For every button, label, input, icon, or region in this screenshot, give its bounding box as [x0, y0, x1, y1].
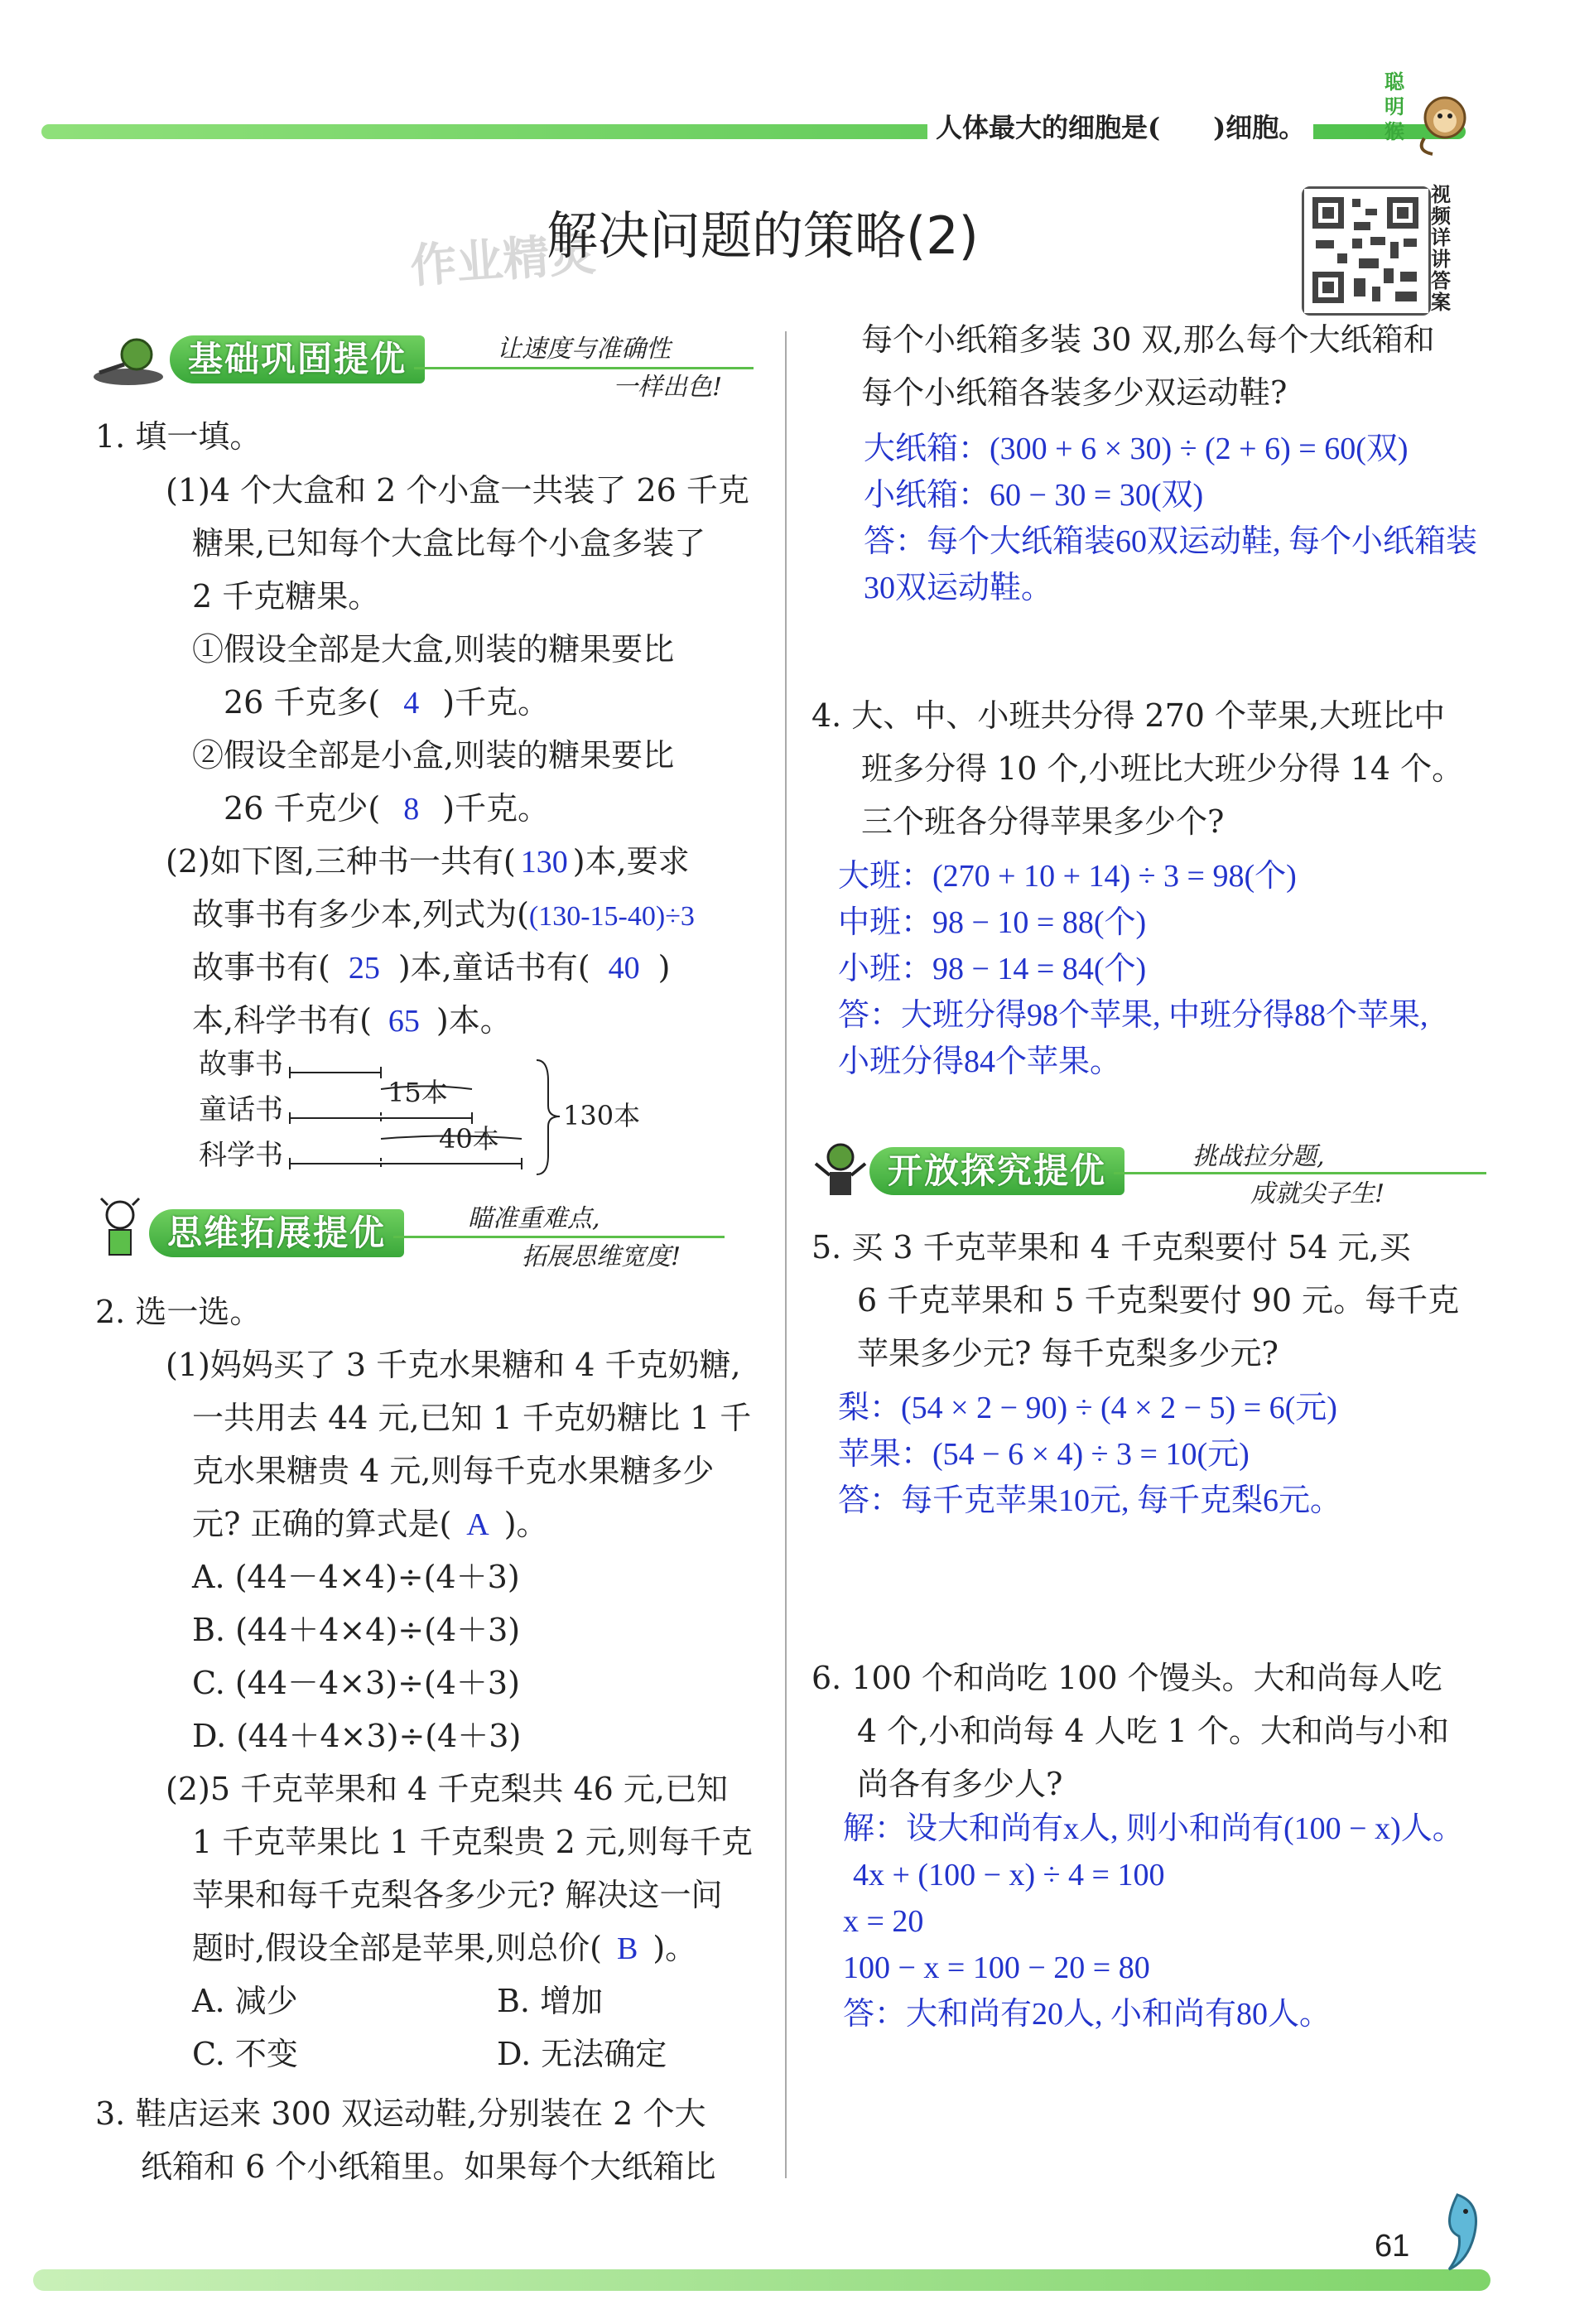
- q3-line2: 纸箱和 6 个小纸箱里。如果每个大纸箱比: [141, 2148, 716, 2185]
- q1-p2-line3: [192, 941, 670, 995]
- section-thinking-line: [393, 1236, 725, 1238]
- q1-p2-total: 130: [520, 845, 568, 880]
- q1-p2-line2: [192, 888, 695, 943]
- q1-p2-post: )本,要求: [572, 843, 690, 880]
- section-basic-title: 基础巩固提优: [170, 335, 425, 383]
- q6-answer2: 4x + (100 − x) ÷ 4 = 100: [853, 1858, 1165, 1892]
- q2-p2-l4-pre: 题时,假设全部是苹果,则总价(: [192, 1930, 602, 1966]
- section-mascot-icon: [91, 331, 166, 389]
- section-thinker-icon: [91, 1197, 149, 1263]
- q4-answer3: 小班：98 − 14 = 84(个): [838, 952, 1147, 986]
- q1-p2-story: 25: [348, 951, 380, 986]
- q5-line2: 6 千克苹果和 5 千克梨要付 90 元。每千克: [857, 1282, 1460, 1319]
- q6-line2: 4 个,小和尚每 4 人吃 1 个。大和尚与小和: [857, 1713, 1450, 1749]
- q2-p1-line2: 一共用去 44 元,已知 1 千克奶糖比 1 千: [192, 1400, 752, 1436]
- q1-b-post: )千克。: [442, 790, 550, 827]
- dolphin-icon: [1424, 2187, 1490, 2278]
- q1-p2-line4: [192, 994, 512, 1048]
- q1-p2-sci: 65: [388, 1004, 420, 1039]
- section-open-title: 开放探究提优: [869, 1147, 1124, 1195]
- q1-a-line1: ①假设全部是大盒,则装的糖果要比: [192, 631, 675, 668]
- q3-line4: 每个小纸箱各装多少双运动鞋?: [861, 374, 1288, 411]
- section-thinking-title: 思维拓展提优: [149, 1209, 404, 1257]
- q1-p2-l3-post: ): [657, 949, 671, 986]
- q1-p1-line2: 糖果,已知每个大盒比每个小盒多装了: [192, 525, 706, 562]
- q2-p2-line3: 苹果和每千克梨各多少元? 解决这一问: [192, 1877, 723, 1913]
- q2-p2-answer: B: [617, 1931, 638, 1966]
- column-divider: [785, 331, 787, 2178]
- q1-a-line2: [224, 676, 549, 730]
- page-number: 61: [1375, 2229, 1410, 2264]
- q3-answer2: 小纸箱：60 − 30 = 30(双): [864, 478, 1204, 513]
- q2-p1-answer: A: [466, 1507, 489, 1542]
- q2-p1-line4: [192, 1497, 548, 1551]
- q6-answer5: 答：大和尚有20人, 小和尚有80人。: [843, 1997, 1332, 2032]
- q3-answer3: 答：每个大纸箱装60双运动鞋, 每个小纸箱装: [864, 524, 1478, 559]
- mascot-monkey-icon: [1399, 68, 1474, 159]
- q3-answer4: 30双运动鞋。: [864, 571, 1053, 605]
- diagram-total: 130本: [563, 1100, 641, 1131]
- diagram-label-story: 故事书: [199, 1048, 283, 1081]
- q2-opt1-d[interactable]: D. (44＋4×3)÷(4＋3): [192, 1718, 522, 1754]
- q6-answer1: 解：设大和尚有x人, 则小和尚有(100 − x)人。: [843, 1811, 1464, 1846]
- diagram-seg-15: 15本: [388, 1077, 448, 1108]
- q3-line3: 每个小纸箱多装 30 双,那么每个大纸箱和: [861, 321, 1435, 358]
- q3-line1: 3. 鞋店运来 300 双运动鞋,分别装在 2 个大: [95, 2095, 706, 2132]
- q1-b-line2: [224, 782, 549, 836]
- section-open-slogan2: 成就尖子生!: [1250, 1179, 1385, 1208]
- q5-answer3: 答：每千克苹果10元, 每千克梨6元。: [838, 1483, 1342, 1518]
- q1-p2-l3-mid: )本,童话书有(: [397, 949, 590, 986]
- q2-opt1-c[interactable]: C. (44－4×3)÷(4＋3): [192, 1665, 520, 1701]
- q1-b-pre: 26 千克少(: [224, 790, 381, 827]
- book-diagram: [190, 1044, 687, 1184]
- q5-line3: 苹果多少元? 每千克梨多少元?: [857, 1335, 1279, 1372]
- q4-answer2: 中班：98 − 10 = 88(个): [838, 905, 1147, 940]
- diagram-label-fairy: 童话书: [199, 1093, 283, 1126]
- q1-b-answer: 8: [403, 792, 420, 827]
- section-explorer-icon: [811, 1139, 869, 1205]
- q2-p1-l4-post: )。: [503, 1506, 548, 1542]
- header-riddle: 人体最大的细胞是( )细胞。: [927, 109, 1313, 146]
- section-basic-line: [414, 367, 754, 369]
- q2-opt2-a[interactable]: A. 减少: [192, 1983, 298, 2019]
- q4-line3: 三个班各分得苹果多少个?: [861, 803, 1225, 840]
- q1-head: 1. 填一填。: [95, 418, 262, 455]
- q1-a-post: )千克。: [442, 684, 550, 721]
- q1-b-line1: ②假设全部是小盒,则装的糖果要比: [192, 737, 675, 774]
- q4-answer4: 答：大班分得98个苹果, 中班分得88个苹果,: [838, 998, 1428, 1033]
- q2-p2-line2: 1 千克苹果比 1 千克梨贵 2 元,则每千克: [192, 1824, 754, 1860]
- q2-p1-l4-pre: 元? 正确的算式是(: [192, 1506, 452, 1542]
- q1-p2-l4-pre: 本,科学书有(: [192, 1002, 372, 1039]
- q4-answer5: 小班分得84个苹果。: [838, 1044, 1122, 1079]
- q2-p2-l4-post: )。: [653, 1930, 697, 1966]
- q1-p1-line1: (1)4 个大盒和 2 个小盒一共装了 26 千克: [166, 472, 749, 509]
- q2-opt1-a[interactable]: A. (44－4×4)÷(4＋3): [192, 1559, 520, 1595]
- section-basic-slogan1: 让速度与准确性: [497, 335, 671, 364]
- q2-opt2-d[interactable]: D. 无法确定: [497, 2036, 667, 2072]
- q2-p2-line1: (2)5 千克苹果和 4 千克梨共 46 元,已知: [166, 1771, 729, 1807]
- q4-line2: 班多分得 10 个,小班比大班少分得 14 个。: [861, 750, 1464, 787]
- diagram-label-science: 科学书: [199, 1139, 283, 1172]
- section-thinking-slogan1: 瞄准重难点,: [468, 1204, 600, 1233]
- mascot-label: 聪明猴: [1385, 70, 1404, 143]
- section-thinking-slogan2: 拓展思维宽度!: [522, 1242, 681, 1271]
- q1-p2-line1: [166, 835, 690, 889]
- q6-line3: 尚各有多少人?: [857, 1766, 1063, 1802]
- q6-answer4: 100 − x = 100 − 20 = 80: [843, 1950, 1150, 1985]
- q5-answer2: 苹果：(54 − 6 × 4) ÷ 3 = 10(元): [838, 1437, 1250, 1472]
- section-basic-slogan2: 一样出色!: [613, 373, 723, 402]
- qr-label: 视频详讲答案: [1431, 182, 1451, 314]
- q1-p2-pre: (2)如下图,三种书一共有(: [166, 843, 516, 880]
- q1-a-answer: 4: [403, 686, 420, 721]
- section-open-line: [1114, 1172, 1486, 1174]
- q2-p1-line3: 克水果糖贵 4 元,则每千克水果糖多少: [192, 1453, 715, 1489]
- q2-opt2-c[interactable]: C. 不变: [192, 2036, 298, 2072]
- footer-wave: [33, 2269, 1490, 2291]
- q6-line1: 6. 100 个和尚吃 100 个馒头。大和尚每人吃: [811, 1660, 1442, 1696]
- q2-p2-line4: [192, 1921, 696, 1975]
- q1-a-pre: 26 千克多(: [224, 684, 381, 721]
- section-open-slogan1: 挑战拉分题,: [1192, 1142, 1325, 1171]
- q2-p1-line1: (1)妈妈买了 3 千克水果糖和 4 千克奶糖,: [166, 1347, 741, 1383]
- page-title: 解决问题的策略(2): [547, 205, 979, 266]
- diagram-seg-40: 40本: [439, 1123, 499, 1155]
- q2-opt2-b[interactable]: B. 增加: [497, 1983, 604, 2019]
- q2-opt1-b[interactable]: B. (44＋4×4)÷(4＋3): [192, 1612, 521, 1648]
- q1-p1-line3: 2 千克糖果。: [192, 578, 380, 615]
- q3-answer1: 大纸箱：(300 + 6 × 30) ÷ (2 + 6) = 60(双): [864, 432, 1409, 466]
- q1-p2-fairy: 40: [608, 951, 640, 986]
- q5-answer1: 梨：(54 × 2 − 90) ÷ (4 × 2 − 5) = 6(元): [838, 1391, 1337, 1425]
- q6-answer3: x = 20: [843, 1904, 924, 1939]
- q1-p2-expr: (130-15-40)÷3: [528, 901, 695, 932]
- q4-line1: 4. 大、中、小班共分得 270 个苹果,大班比中: [811, 697, 1446, 734]
- q1-p2-l3-pre: 故事书有(: [192, 949, 330, 986]
- q1-p2-l4-post: )本。: [436, 1002, 512, 1039]
- q1-p2-l2-pre: 故事书有多少本,列式为(: [192, 896, 529, 933]
- qr-code-icon[interactable]: [1302, 186, 1431, 316]
- q2-head: 2. 选一选。: [95, 1294, 262, 1330]
- q4-answer1: 大班：(270 + 10 + 14) ÷ 3 = 98(个): [838, 859, 1297, 894]
- q5-line1: 5. 买 3 千克苹果和 4 千克梨要付 54 元,买: [811, 1229, 1411, 1266]
- watermark: 作业精灵: [408, 227, 598, 294]
